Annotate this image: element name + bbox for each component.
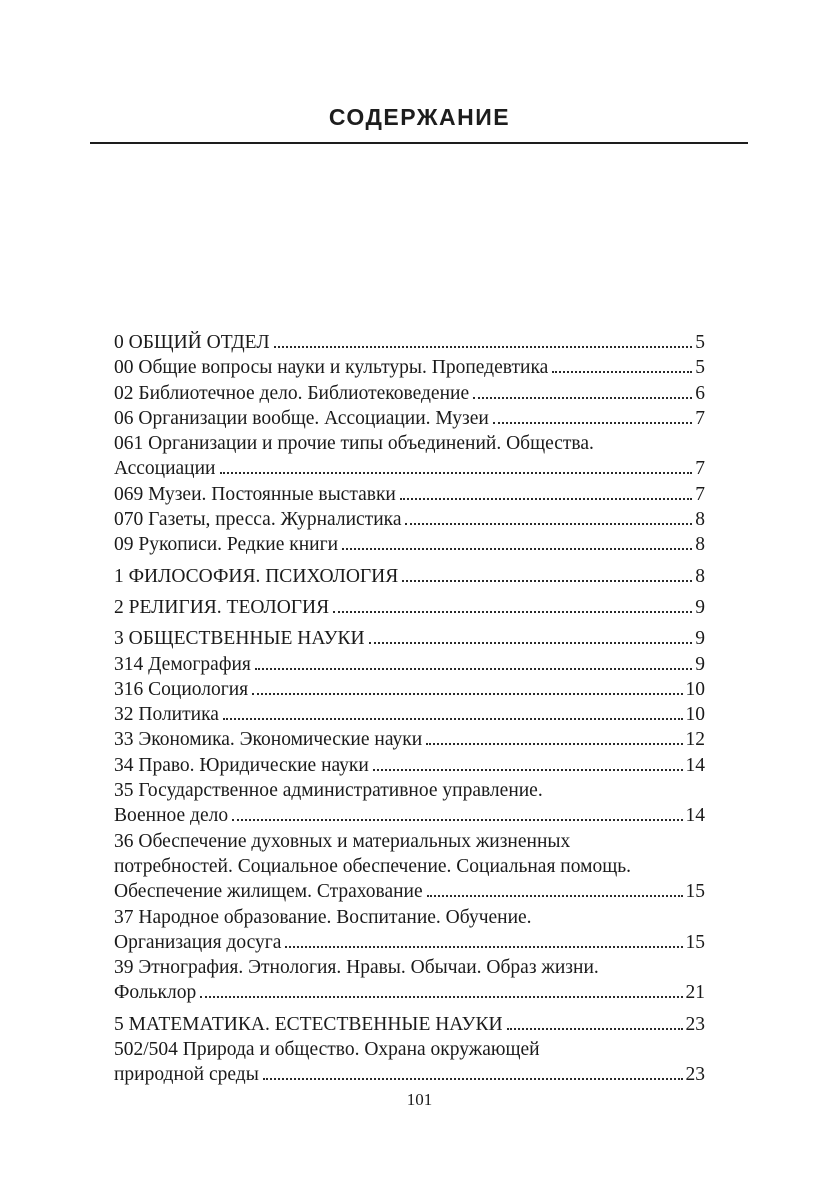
toc-entry-page: 5 <box>695 357 705 379</box>
page-title: СОДЕРЖАНИЕ <box>328 104 511 130</box>
toc-entry-page: 9 <box>695 628 705 650</box>
toc-entry-text: Военное дело <box>114 805 229 827</box>
toc-entry-text: Обеспечение жилищем. Страхование <box>114 881 423 903</box>
toc-entry-page: 10 <box>685 704 705 726</box>
toc-entry-text: 32 Политика <box>114 704 219 726</box>
dot-leader <box>369 642 693 644</box>
toc-entry-page: 14 <box>685 754 705 776</box>
toc-entry-text: 02 Библиотечное дело. Библиотековедение <box>114 382 470 404</box>
toc-entry-continuation <box>114 1037 705 1062</box>
toc-entry <box>114 564 705 589</box>
toc-entry-page: 8 <box>695 534 705 556</box>
toc-entry-text: 314 Демография <box>114 653 251 675</box>
toc-entry-text: 069 Музеи. Постоянные выставки <box>114 483 396 505</box>
dot-leader <box>232 819 682 821</box>
dot-leader <box>427 895 683 897</box>
toc-entry-page: 9 <box>695 596 705 618</box>
dot-leader <box>263 1078 683 1080</box>
toc-entry-text: 06 Организации вообще. Ассоциации. Музеи <box>114 407 489 429</box>
toc-entry-text: Ассоциации <box>114 458 216 480</box>
table-of-contents <box>114 330 705 1088</box>
toc-entry-page: 15 <box>685 931 705 953</box>
toc-entry <box>114 930 705 955</box>
toc-entry <box>114 702 705 727</box>
toc-entry-text: 1 ФИЛОСОФИЯ. ПСИХОЛОГИЯ <box>114 565 399 587</box>
toc-entry-text: 34 Право. Юридические науки <box>114 754 369 776</box>
toc-entry <box>114 652 705 677</box>
toc-entry <box>114 406 705 431</box>
dot-leader <box>507 1028 683 1030</box>
toc-entry-text: 35 Государственное административное управление. <box>114 780 543 802</box>
toc-entry-page: 6 <box>695 382 705 404</box>
toc-entry-continuation <box>114 431 705 456</box>
toc-entry-page: 7 <box>695 458 705 480</box>
toc-entry-page: 9 <box>695 653 705 675</box>
toc-entry <box>114 803 705 828</box>
toc-entry-continuation <box>114 829 705 854</box>
toc-entry <box>114 626 705 651</box>
dot-leader <box>405 523 692 525</box>
toc-entry <box>114 456 705 481</box>
toc-entry-page: 21 <box>685 982 705 1004</box>
toc-entry-text: Фольклор <box>114 982 197 1004</box>
dot-leader <box>200 996 682 998</box>
toc-entry-continuation <box>114 854 705 879</box>
toc-entry-continuation <box>114 778 705 803</box>
toc-entry-text: 061 Организации и прочие типы объединений. Общества. <box>114 433 594 455</box>
dot-leader <box>255 668 692 670</box>
dot-leader <box>285 946 682 948</box>
toc-entry-page: 5 <box>695 332 705 353</box>
toc-entry-text: 316 Социология <box>114 678 249 700</box>
toc-entry-text: 502/504 Природа и общество. Охрана окружающей <box>114 1039 540 1061</box>
toc-entry-page: 8 <box>695 565 705 587</box>
dot-leader <box>333 611 692 613</box>
page-number-footer: 101 <box>406 1090 433 1109</box>
toc-entry-page: 8 <box>695 509 705 531</box>
toc-entry-text: 0 ОБЩИЙ ОТДЕЛ <box>114 332 270 353</box>
toc-entry <box>114 1012 705 1037</box>
toc-entry <box>114 482 705 507</box>
dot-leader <box>223 718 683 720</box>
title-divider <box>90 142 748 144</box>
toc-entry-text: 5 МАТЕМАТИКА. ЕСТЕСТВЕННЫЕ НАУКИ <box>114 1013 503 1035</box>
toc-entry-text: 39 Этнография. Этнология. Нравы. Обычаи. Образ жизни. <box>114 957 599 979</box>
dot-leader <box>220 472 693 474</box>
toc-entry-text: потребностей. Социальное обеспечение. Социальная помощь. <box>114 855 631 877</box>
toc-entry-continuation <box>114 905 705 930</box>
toc-entry <box>114 595 705 620</box>
toc-entry-text: 3 ОБЩЕСТВЕННЫЕ НАУКИ <box>114 628 365 650</box>
toc-entry-page: 10 <box>685 678 705 700</box>
dot-leader <box>373 769 683 771</box>
toc-entry-page: 12 <box>685 729 705 751</box>
toc-entry <box>114 330 705 355</box>
dot-leader <box>402 580 692 582</box>
toc-entry-text: 2 РЕЛИГИЯ. ТЕОЛОГИЯ <box>114 596 330 618</box>
toc-entry <box>114 753 705 778</box>
toc-entry-text: 36 Обеспечение духовных и материальных жизненных <box>114 830 571 852</box>
toc-entry-page: 7 <box>695 407 705 429</box>
toc-entry <box>114 532 705 557</box>
toc-entry <box>114 507 705 532</box>
toc-entry-continuation <box>114 955 705 980</box>
toc-entry-page: 7 <box>695 483 705 505</box>
toc-entry-text: Организация досуга <box>114 931 282 953</box>
toc-entry <box>114 879 705 904</box>
dot-leader <box>493 422 692 424</box>
toc-entry <box>114 1062 705 1087</box>
dot-leader <box>342 548 692 550</box>
dot-leader <box>400 498 692 500</box>
toc-entry <box>114 355 705 380</box>
toc-entry <box>114 381 705 406</box>
toc-entry-page: 14 <box>685 805 705 827</box>
toc-entry <box>114 677 705 702</box>
toc-entry <box>114 727 705 752</box>
toc-entry-text: 37 Народное образование. Воспитание. Обучение. <box>114 906 532 928</box>
dot-leader <box>274 346 693 348</box>
toc-entry-text: 09 Рукописи. Редкие книги <box>114 534 339 556</box>
dot-leader <box>552 371 692 373</box>
toc-entry-page: 23 <box>685 1064 705 1086</box>
dot-leader <box>426 743 682 745</box>
dot-leader <box>252 693 682 695</box>
toc-entry-text: природной среды <box>114 1064 259 1086</box>
toc-entry-text: 33 Экономика. Экономические науки <box>114 729 423 751</box>
toc-entry-page: 15 <box>685 881 705 903</box>
dot-leader <box>473 397 692 399</box>
toc-entry-page: 23 <box>685 1013 705 1035</box>
toc-entry-text: 00 Общие вопросы науки и культуры. Пропедевтика <box>114 357 549 379</box>
toc-entry <box>114 980 705 1005</box>
toc-entry-text: 070 Газеты, пресса. Журналистика <box>114 509 402 531</box>
